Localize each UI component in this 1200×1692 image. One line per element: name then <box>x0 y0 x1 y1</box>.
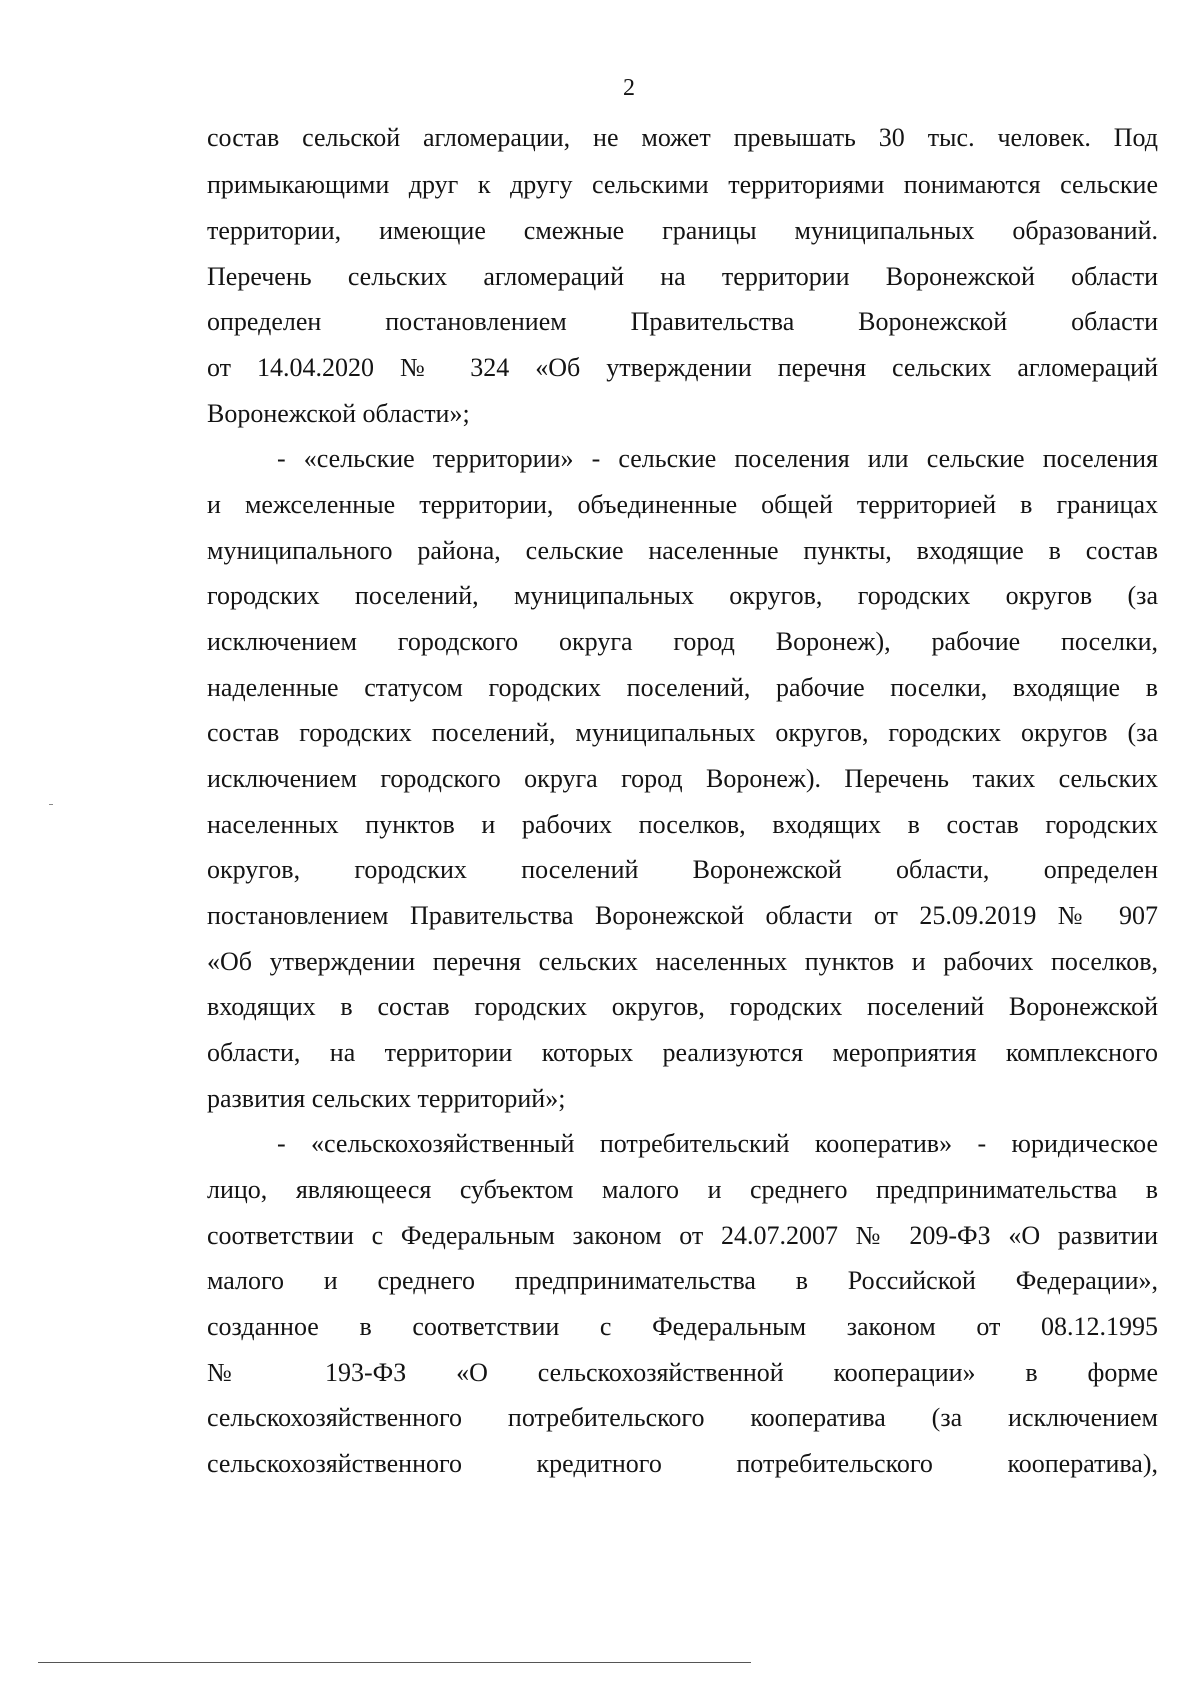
text-line: наделенные статусом городских поселений, рабочие поселки, входящие в <box>207 673 1158 702</box>
text-line: сельскохозяйственного потребительского кооператива (за исключением <box>207 1403 1158 1432</box>
text-line: примыкающими друг к другу сельскими территориями понимаются сельские <box>207 170 1158 199</box>
text-line: развития сельских территорий»; <box>207 1084 566 1113</box>
text-line: соответствии с Федеральным законом от 24.07.2007 № 209-ФЗ «О развитии <box>207 1221 1158 1250</box>
text-line: населенных пунктов и рабочих поселков, входящих в состав городских <box>207 810 1158 839</box>
text-line: № 193-ФЗ «О сельскохозяйственной кооперации» в форме <box>207 1358 1158 1387</box>
text-line: лицо, являющееся субъектом малого и среднего предпринимательства в <box>207 1175 1158 1204</box>
text-line: исключением городского округа город Воронеж), рабочие поселки, <box>207 627 1158 656</box>
text-line: постановлением Правительства Воронежской области от 25.09.2019 № 907 <box>207 901 1158 930</box>
text-line: области, на территории которых реализуются мероприятия комплексного <box>207 1038 1158 1067</box>
text-line: Перечень сельских агломераций на территории Воронежской области <box>207 262 1158 291</box>
text-line: созданное в соответствии с Федеральным законом от 08.12.1995 <box>207 1312 1158 1341</box>
text-line: - «сельскохозяйственный потребительский кооператив» - юридическое <box>277 1129 1158 1158</box>
text-line: сельскохозяйственного кредитного потребительского кооператива), <box>207 1449 1158 1478</box>
text-line: состав городских поселений, муниципальных округов, городских округов (за <box>207 718 1158 747</box>
scan-speck <box>49 804 53 805</box>
text-line: городских поселений, муниципальных округов, городских округов (за <box>207 581 1158 610</box>
text-line: Воронежской области»; <box>207 399 470 428</box>
text-line: малого и среднего предпринимательства в Российской Федерации», <box>207 1266 1158 1295</box>
text-line: муниципального района, сельские населенные пункты, входящие в состав <box>207 536 1158 565</box>
text-line: состав сельской агломерации, не может превышать 30 тыс. человек. Под <box>207 123 1158 152</box>
text-line: исключением городского округа город Воронеж). Перечень таких сельских <box>207 764 1158 793</box>
footer-rule <box>38 1662 751 1663</box>
text-line: округов, городских поселений Воронежской области, определен <box>207 855 1158 884</box>
text-line: территории, имеющие смежные границы муниципальных образований. <box>207 216 1158 245</box>
text-line: от 14.04.2020 № 324 «Об утверждении перечня сельских агломераций <box>207 353 1158 382</box>
text-line: и межселенные территории, объединенные общей территорией в границах <box>207 490 1158 519</box>
text-line: «Об утверждении перечня сельских населенных пунктов и рабочих поселков, <box>207 947 1158 976</box>
text-line: - «сельские территории» - сельские поселения или сельские поселения <box>277 444 1158 473</box>
text-line: входящих в состав городских округов, городских поселений Воронежской <box>207 992 1158 1021</box>
text-line: определен постановлением Правительства Воронежской области <box>207 307 1158 336</box>
page-number: 2 <box>623 75 635 101</box>
